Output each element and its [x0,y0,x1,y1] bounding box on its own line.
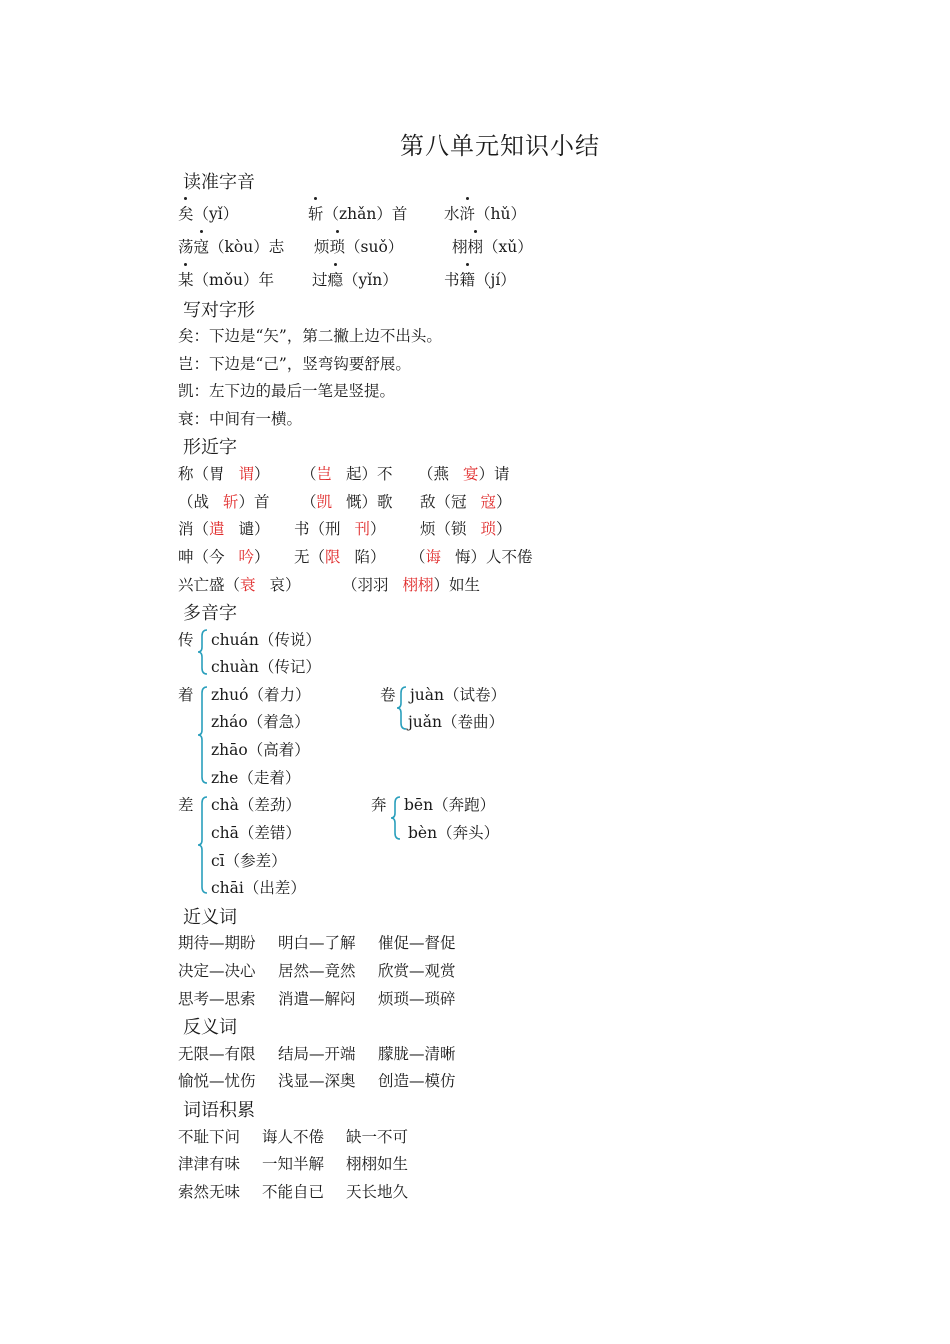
pron-row [178,202,238,224]
pron-item: 书籍（jí） [444,268,516,290]
section-heading-synonyms: 近义词 [183,907,237,928]
pron-item: 某（mǒu）年 [178,268,274,290]
antonym-pair: 无限—有限 [178,1045,256,1063]
section-heading-polyphonic: 多音字 [183,603,237,624]
synonym-pair: 思考—思索 [178,990,256,1008]
pron-item: 栩栩（xǔ） [452,235,533,257]
pron-item: 烦琐（suǒ） [314,235,403,257]
synonym-pair: 烦琐—琐碎 [378,990,456,1008]
similar-item: （战 斩）首 [178,493,270,511]
pron-item: 斩（zhǎn）首 [308,202,407,224]
poly-reading: juàn（试卷） [410,686,507,704]
synonym-pair: 居然—竟然 [278,962,356,980]
similar-item: （岂 起）不 [301,465,393,483]
similar-item: 称（胃 谓） [178,465,270,483]
antonym-pair: 浅显—深奥 [278,1072,356,1090]
poly-reading: chāi（出差） [211,879,306,897]
similar-item: （诲 悔）人不倦 [410,548,533,566]
poly-reading: zháo（着急） [211,713,310,731]
poly-reading: bèn（奔头） [408,824,500,842]
similar-item: 烦（锁 琐） [420,520,512,538]
poly-reading: juǎn（卷曲） [408,713,505,731]
writing-note: 衰：中间有一横。 [178,410,303,428]
antonym-pair: 愉悦—忧伤 [178,1072,256,1090]
poly-char: 传 [178,631,194,649]
section-heading-pronunciation: 读准字音 [183,172,255,193]
poly-reading: chuàn（传记） [211,658,321,676]
vocab-item: 一知半解 [262,1155,325,1173]
section-heading-antonyms: 反义词 [183,1017,237,1038]
pron-item: 矣（yǐ） [178,205,238,223]
brace-icon [197,628,209,676]
vocab-item: 诲人不倦 [262,1128,325,1146]
brace-icon [197,795,209,895]
synonym-pair: 欣赏—观赏 [378,962,456,980]
similar-item: （燕 宴）请 [418,465,510,483]
pron-item: 荡寇（kòu）志 [178,235,284,257]
vocab-item: 缺一不可 [346,1128,409,1146]
pron-item: 水浒（hǔ） [444,202,526,224]
page-title: 第八单元知识小结 [400,132,600,160]
synonym-pair: 消遣—解闷 [278,990,356,1008]
similar-item: 敌（冠 寇） [420,493,512,511]
poly-reading: bēn（奔跑） [404,796,496,814]
brace-icon [396,685,408,731]
synonym-pair: 期待—期盼 [178,934,256,952]
vocab-item: 栩栩如生 [346,1155,409,1173]
similar-item: 消（遣 谴） [178,520,270,538]
antonym-pair: 朦胧—清晰 [378,1045,456,1063]
poly-char: 着 [178,686,194,704]
similar-item: 无（限 陷） [294,548,386,566]
poly-reading: zhuó（着力） [211,686,311,704]
similar-item: 书（刑 刊） [294,520,386,538]
similar-item: 呻（今 吟） [178,548,270,566]
antonym-pair: 创造—模仿 [378,1072,456,1090]
poly-char: 卷 [380,686,396,704]
poly-reading: chā（差错） [211,824,301,842]
section-heading-writing: 写对字形 [183,300,255,321]
poly-reading: chuán（传说） [211,631,321,649]
synonym-pair: 决定—决心 [178,962,256,980]
similar-item: 兴亡盛（衰 哀） [178,576,301,594]
brace-icon [197,685,209,785]
poly-reading: zhe（走着） [211,769,301,787]
vocab-item: 天长地久 [346,1183,409,1201]
poly-reading: chà（差劲） [211,796,301,814]
antonym-pair: 结局—开端 [278,1045,356,1063]
pron-item: 过瘾（yǐn） [312,268,398,290]
vocab-item: 索然无味 [178,1183,241,1201]
poly-reading: zhāo（高着） [211,741,310,759]
writing-note: 凯：左下边的最后一笔是竖提。 [178,382,396,400]
poly-char: 差 [178,796,194,814]
writing-note: 矣：下边是“矢”，第二撇上边不出头。 [178,327,442,345]
synonym-pair: 明白—了解 [278,934,356,952]
synonym-pair: 催促—督促 [378,934,456,952]
poly-reading: cī（参差） [211,852,287,870]
section-heading-vocab: 词语积累 [183,1100,255,1121]
vocab-item: 津津有味 [178,1155,241,1173]
brace-icon [390,795,402,841]
vocab-item: 不能自已 [262,1183,325,1201]
section-heading-similar: 形近字 [183,437,237,458]
writing-note: 岂：下边是“己”，竖弯钩要舒展。 [178,355,411,373]
similar-item: （羽羽 栩栩）如生 [342,576,481,594]
similar-item: （凯 慨）歌 [301,493,393,511]
poly-char: 奔 [371,796,387,814]
vocab-item: 不耻下问 [178,1128,241,1146]
